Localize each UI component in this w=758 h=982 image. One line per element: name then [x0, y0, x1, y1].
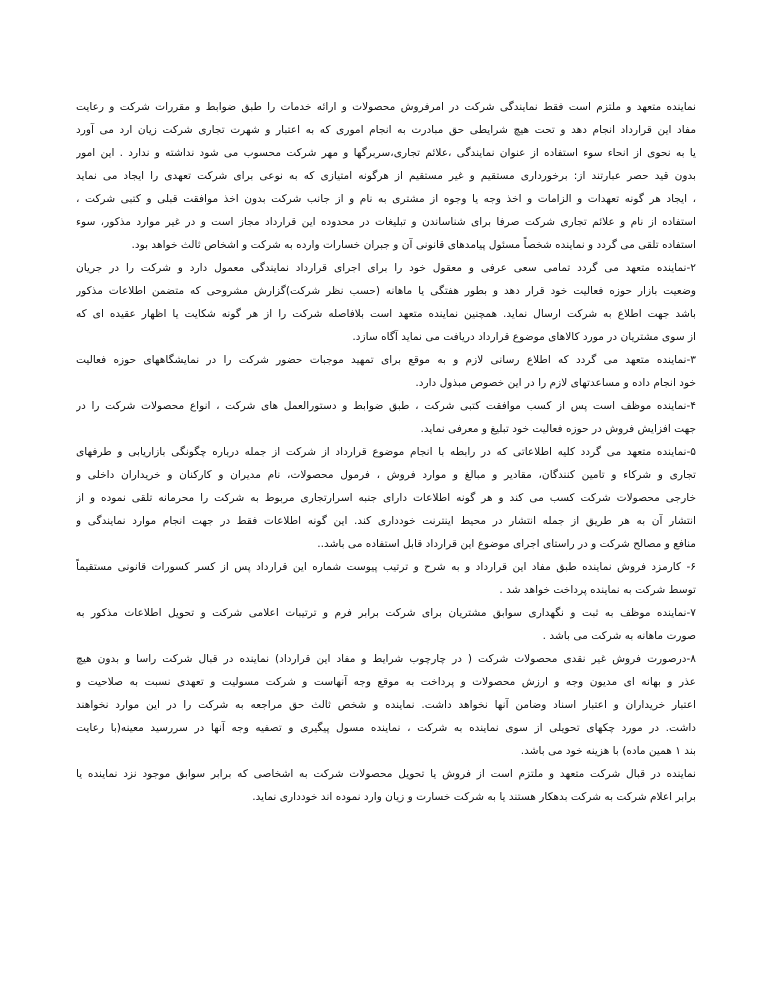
- document-line: باشد جهت اطلاع به شرکت ارسال نماید. همچنین نماینده متعهد است بلافاصله شرکت را از هر گونه شکایت یا اظهار عقیده ای که: [76, 308, 696, 320]
- document-line: نماینده در قبال شرکت متعهد و ملتزم است از فروش یا تحویل محصولات شرکت به اشخاصی که برابر سوابق موجود نزد نماینده یا: [76, 768, 696, 780]
- document-line: بند ۱ همین ماده) با هزینه خود می باشد.: [520, 745, 696, 757]
- document-line: ۸-درصورت فروش غیر نقدی محصولات شرکت ( در چارچوب شرایط و مفاد این قرارداد) نماینده در قبال شرکت راسا و بدون هیچ: [76, 653, 696, 665]
- document-line: یا به نحوی از انحاء سوء استفاده از عنوان نمایندگی ،علائم تجاری،سربرگها و مهر شرکت محسوب می شود نداشته و ندارد . این امور: [76, 147, 696, 159]
- document-line: استفاده از نام و علائم تجاری شرکت صرفا برای شناساندن و تبلیغات در محدوده این قرارداد مجاز است و در غیر موارد مذکور، سوء: [76, 216, 696, 228]
- document-line: از سوی مشتریان در مورد کالاهای موضوع قرارداد دریافت می نماید آگاه سازد.: [352, 331, 696, 343]
- document-line: استفاده تلقی می گردد و نماینده شخصاً مسئول پیامدهای قانونی آن و جبران خسارات وارده به شرکت و اشخاص ثالث خواهد بود.: [131, 239, 696, 251]
- document-line: ۳-نماینده متعهد می گردد که اطلاع رسانی لازم و به موقع برای تمهید موجبات حضور شرکت را در نمایشگاههای حوزه فعالیت: [76, 354, 696, 366]
- document-line: ۶- کارمزد فروش نماینده طبق مفاد این قرارداد و به شرح و ترتیب پیوست شماره این قرارداد پس از کسر کسورات قانونی مستقیماً: [76, 561, 696, 573]
- document-line: انتشار آن به هر طریق از جمله انتشار در محیط اینترنت خودداری کند. این گونه اطلاعات فقط در جهت انجام موارد نمایندگی و: [76, 515, 696, 527]
- document-line: داشت. در مورد چکهای تحویلی از سوی نماینده به شرکت ، نماینده مسول پیگیری و تصفیه وجه آنها در سررسید معینه(با رعایت: [76, 722, 696, 734]
- document-line: نماینده متعهد و ملتزم است فقط نمایندگی شرکت در امرفروش محصولات و ارائه خدمات را طبق ضوابط و مقررات شرکت و رعایت: [76, 101, 696, 113]
- document-line: عذر و بهانه ای مدیون وجه و ارزش محصولات و پرداخت به موقع وجه آنهاست و شرکت مسولیت و تعهدی نسبت به صلاحیت و: [76, 676, 696, 688]
- document-line: وضعیت بازار حوزه فعالیت خود قرار دهد و بطور هفتگی یا ماهانه (حسب نظر شرکت)گزارش مشروحی که متضمن اطلاعات مذکور: [76, 285, 696, 297]
- document-line: ، ایجاد هر گونه تعهدات و الزامات و اخذ وجه یا وجوه از مشتری به نام و از جانب شرکت بدون اخذ موافقت قبلی و کتبی شرکت ،: [76, 193, 696, 205]
- document-line: بدون قید حصر عبارتند از: برخورداری مستقیم و غیر مستقیم از هرگونه امتیازی که به نوعی برای شرکت تعهدی را ایجاد می نماید: [76, 170, 696, 182]
- document-line: ۷-نماینده موظف به ثبت و نگهداری سوابق مشتریان برای شرکت برابر فرم و ترتیبات اعلامی شرکت و تحویل اطلاعات مذکور به: [76, 607, 696, 619]
- document-line: صورت ماهانه به شرکت می باشد .: [542, 630, 696, 642]
- document-line: اعتبار خریداران و اعتبار اسناد وضامن آنها نخواهد داشت. نماینده و شخص ثالث حق مراجعه به شرکت را در این موارد نخواهند: [76, 699, 696, 711]
- document-line: توسط شرکت به نماینده پرداخت خواهد شد .: [499, 584, 696, 596]
- document-line: خود انجام داده و مساعدتهای لازم را در این خصوص مبذول دارد.: [415, 377, 696, 389]
- document-line: ۵-نماینده متعهد می گردد کلیه اطلاعاتی که در رابطه با انجام موضوع قرارداد از شرکت از جمله درباره چگونگی بازاریابی و طرفهای: [76, 446, 696, 458]
- document-line: جهت افزایش فروش در حوزه فعالیت خود تبلیغ و معرفی نماید.: [420, 423, 696, 435]
- document-line: مفاد این قرارداد انجام دهد و تحت هیچ شرایطی حق مبادرت به انجام اموری که به اعتبار و شهرت تجاری شرکت زیان ارد می آورد: [76, 124, 696, 136]
- document-line: برابر اعلام شرکت به شرکت بدهکار هستند یا به شرکت خسارت و زیان وارد نموده اند خودداری نماید.: [252, 791, 696, 803]
- document-line: ۲-نماینده متعهد می گردد تمامی سعی عرفی و معقول خود را برای اجرای قرارداد نمایندگی معمول دارد و شرکت را در جریان: [76, 262, 696, 274]
- document-line: تجاری و شرکاء و تامین کنندگان، مقادیر و مبالغ و موارد فروش ، فرمول محصولات، نام مدیران و کارکنان و خریداران داخلی و: [76, 469, 696, 481]
- document-line: منافع و مصالح شرکت و در راستای اجرای موضوع این قرارداد قابل استفاده می باشد..: [317, 538, 696, 550]
- document-line: ۴-نماینده موظف است پس از کسب موافقت کتبی شرکت ، طبق ضوابط و دستورالعمل های شرکت ، انواع محصولات شرکت را در: [76, 400, 696, 412]
- document-body: [76, 96, 696, 856]
- document-line: خارجی محصولات شرکت کسب می کند و هر گونه اطلاعات دارای جنبه اسرارتجاری مربوط به شرکت را محرمانه تلقی نموده و از: [76, 492, 696, 504]
